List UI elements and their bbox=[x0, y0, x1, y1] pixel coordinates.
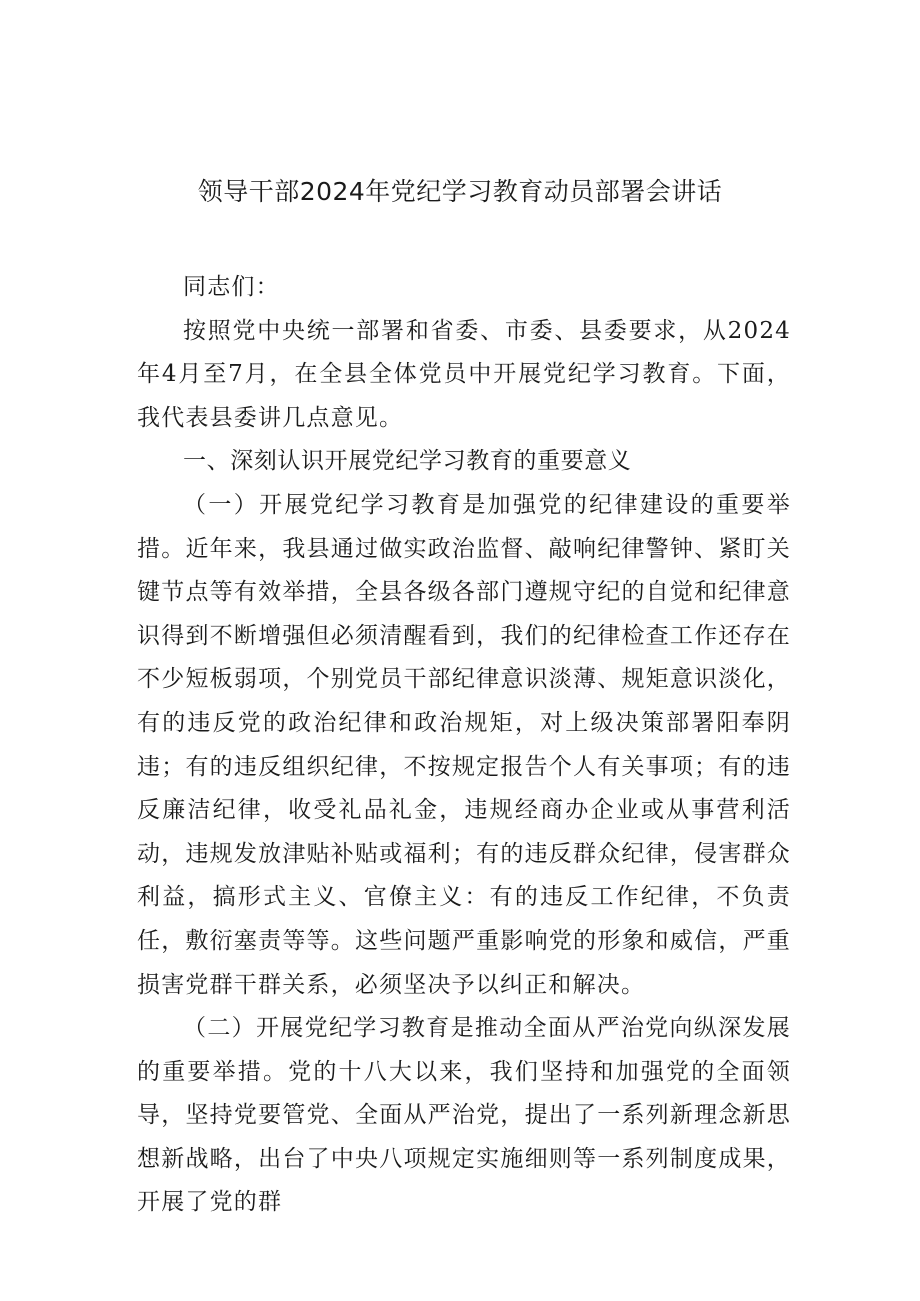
body-paragraph-2: （二）开展党纪学习教育是推动全面从严治党向纵深发展的重要举措。党的十八大以来，我们坚持和加强党的全面领导，坚持党要管党、全面从严治党，提出了一系列新理念新思想新战略，出台了中央八项规定实施细则等一系列制度成果，开展了党的群 bbox=[137, 1015, 791, 1216]
body-paragraph-1: （一）开展党纪学习教育是加强党的纪律建设的重要举措。近年来，我县通过做实政治监督、敲响纪律警钟、紧盯关键节点等有效举措，全县各级各部门遵规守纪的自觉和纪律意识得到不断增强但必须清醒看到，我们的纪律检查工作还存在不少短板弱项，个别党员干部纪律意识淡薄、规矩意识淡化，有的违反党的政治纪律和政治规矩，对上级决策部署阳奉阴违；有的违反组织纪律，不按规定报告个人有关事项；有的违反廉洁纪律，收受礼品礼金，违规经商办企业或从事营利活动，违规发放津贴补贴或福利；有的违反群众纪律，侵害群众利益，搞形式主义、官僚主义：有的违反工作纪律，不负责任，敷衍塞责等等。这些问题严重影响党的形象和威信，严重损害党群干群关系，必须坚决予以纠正和解决。 bbox=[137, 491, 791, 998]
intro-paragraph: 按照党中央统一部署和省委、市委、县委要求，从2024年4月至7月，在全县全体党员中开展党纪学习教育。下面，我代表县委讲几点意见。 bbox=[137, 317, 791, 431]
section-heading: 一、深刻认识开展党纪学习教育的重要意义 bbox=[183, 448, 632, 475]
document-body bbox=[137, 266, 791, 1225]
document-title: 领导干部2024年党纪学习教育动员部署会讲话 bbox=[197, 177, 723, 206]
salutation: 同志们： bbox=[183, 274, 280, 300]
